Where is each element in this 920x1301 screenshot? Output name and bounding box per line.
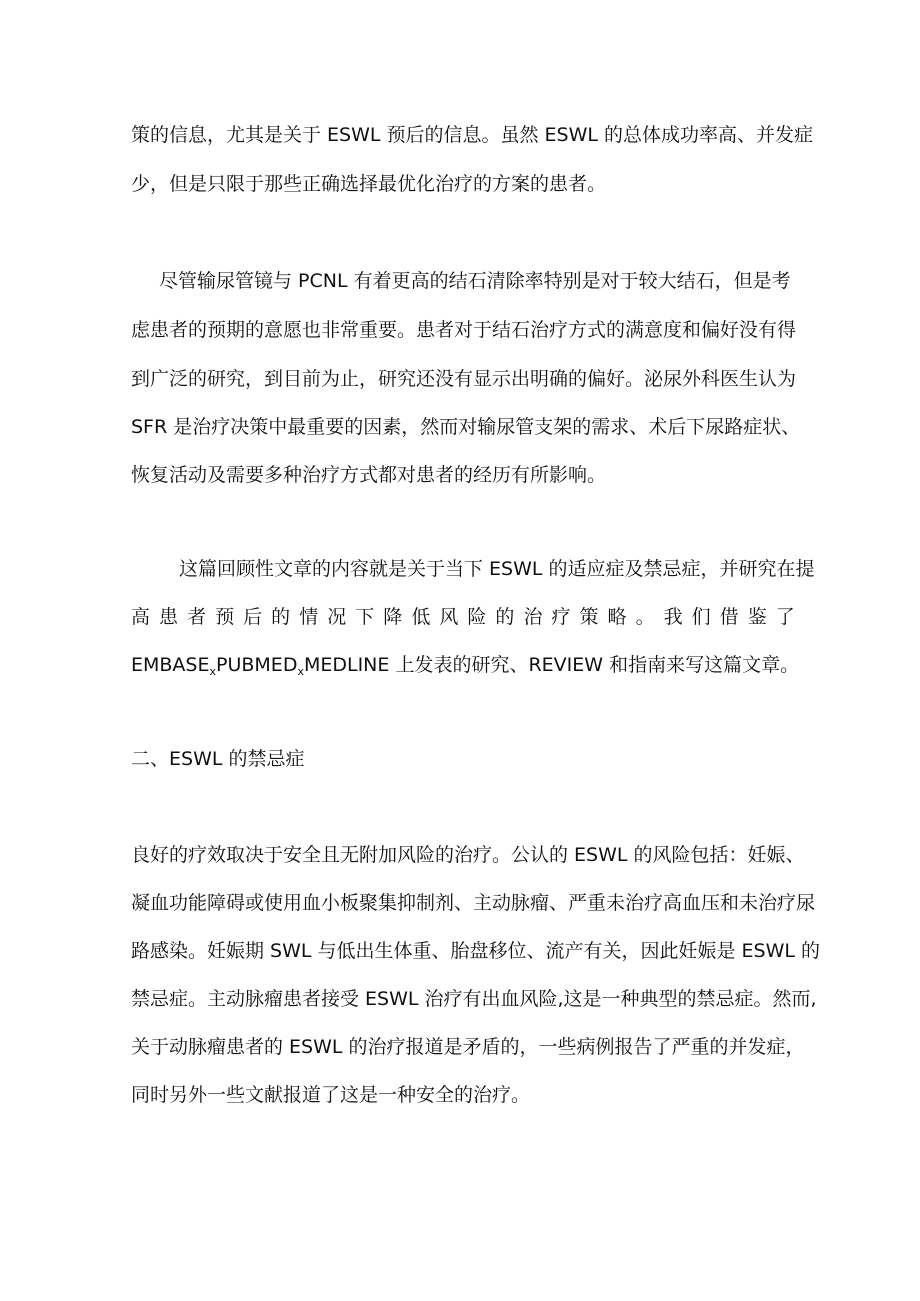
paragraph1-line1: 策的信息，尤其是关于 ESWL 预后的信息。虽然 ESWL 的总体成功率高、并发症 bbox=[131, 124, 814, 146]
paragraph2-line5: 恢复活动及需要多种治疗方式都对患者的经历有所影响。 bbox=[131, 464, 607, 486]
paragraph3-embase: EMBASE bbox=[131, 654, 210, 676]
paragraph3-sub1: x bbox=[209, 665, 217, 678]
paragraph2-line3: 到广泛的研究，到目前为止，研究还没有显示出明确的偏好。泌尿外科医生认为 bbox=[131, 368, 797, 390]
paragraph4-line2: 凝血功能障碍或使用血小板聚集抑制剂、主动脉瘤、严重未治疗高血压和未治疗尿 bbox=[131, 892, 816, 914]
paragraph3-sub2: x bbox=[297, 665, 304, 678]
paragraph2-line4: SFR 是治疗决策中最重要的因素，然而对输尿管支架的需求、术后下尿路症状、 bbox=[131, 416, 801, 438]
paragraph4-line4: 禁忌症。主动脉瘤患者接受 ESWL 治疗有出血风险,这是一种典型的禁忌症。然而, bbox=[131, 988, 817, 1010]
paragraph4-line6: 同时另外一些文献报道了这是一种安全的治疗。 bbox=[131, 1084, 531, 1106]
paragraph4-line5: 关于动脉瘤患者的 ESWL 的治疗报道是矛盾的，一些病例报告了严重的并发症， bbox=[131, 1036, 805, 1058]
section-heading: 二、ESWL 的禁忌症 bbox=[131, 748, 305, 770]
paragraph4-line1: 良好的疗效取决于安全且无附加风险的治疗。公认的 ESWL 的风险包括：妊娠、 bbox=[131, 844, 805, 866]
paragraph3-line2: 高 患 者 预 后 的 情 况 下 降 低 风 险 的 治 疗 策 略 。 我 们 借 鉴 了 bbox=[131, 606, 795, 628]
paragraph2-line1: 尽管输尿管镜与 PCNL 有着更高的结石清除率特别是对于较大结石，但是考 bbox=[159, 270, 791, 292]
paragraph3-line1: 这篇回顾性文章的内容就是关于当下 ESWL 的适应症及禁忌症，并研究在提 bbox=[179, 558, 815, 580]
paragraph3-line3 bbox=[131, 652, 799, 685]
paragraph3-pubmed: PUBMED bbox=[216, 654, 298, 676]
paragraph3-medline: MEDLINE 上发表的研究、REVIEW 和指南来写这篇文章。 bbox=[303, 654, 800, 676]
paragraph4-line3: 路感染。妊娠期 SWL 与低出生体重、胎盘移位、流产有关，因此妊娠是 ESWL 的 bbox=[131, 940, 821, 962]
paragraph1-line2: 少，但是只限于那些正确选择最优化治疗的方案的患者。 bbox=[131, 173, 607, 195]
paragraph2-line2: 虑患者的预期的意愿也非常重要。患者对于结石治疗方式的满意度和偏好没有得 bbox=[131, 319, 797, 341]
